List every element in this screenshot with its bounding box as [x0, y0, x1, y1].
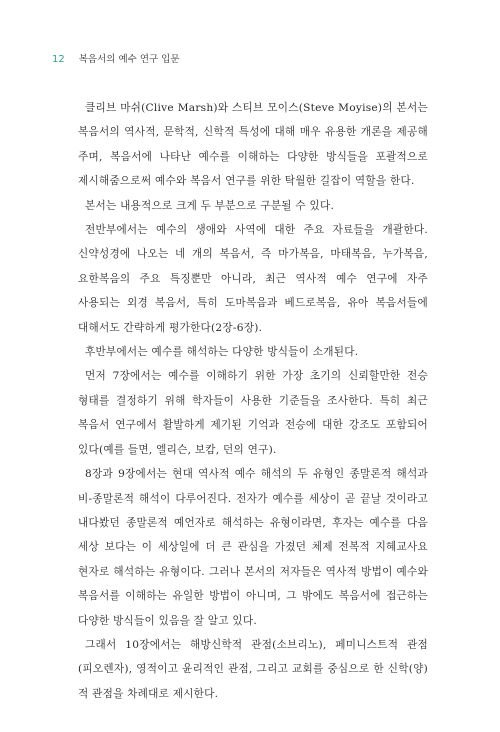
paragraph-intro: 클리브 마쉬(Clive Marsh)와 스티브 모이스(Steve Moyise)의 본서는 복음서의 역사적, 문학적, 신학적 특성에 대해 매우 유용한 개론을 제공해 주며, 복음서에 나타난 예수를 이해하는 다양한 방식들을 포괄적으로 제시해줌으로써 예수와 복음서 연구를 위한 탁월한 길잡이 역할을 한다. — [78, 102, 428, 188]
paragraph-structure: 본서는 내용적으로 크게 두 부분으로 구분될 수 있다. — [85, 199, 335, 212]
page-number: 12 — [52, 54, 65, 65]
body-text — [78, 96, 428, 706]
paragraph-second-half: 후반부에서는 예수를 해석하는 다양한 방식들이 소개된다. — [85, 346, 359, 359]
running-title: 복음서의 예수 연구 입문 — [78, 54, 180, 65]
paragraph-chapter-10: 그래서 10장에서는 해방신학적 관점(소브리노), 페미니스트적 관점(피오렌자), 영적이고 윤리적인 관점, 그리고 교회를 중심으로 한 신학(양)적 관점을 차례대로 제시한다. — [78, 638, 428, 700]
paragraph-chapters-8-9: 8장과 9장에서는 현대 역사적 예수 해석의 두 유형인 종말론적 해석과 비-종말론적 해석이 다루어진다. 전자가 예수를 세상이 곧 끝날 것이라고 내다봤던 종말론적 예언자로 해석하는 유형이라면, 후자는 예수를 다음 세상 보다는 이 세상일에 더 큰 관심을 가졌던 체제 전복적 지혜교사요 현자로 해석하는 유형이다. 그러나 본서의 저자들은 역사적 방법이 예수와 복음서를 이해하는 유일한 방법이 아니며, 그 밖에도 복음서에 접근하는 다양한 방식들이 있음을 잘 알고 있다. — [78, 468, 428, 627]
paragraph-first-half: 전반부에서는 예수의 생애와 사역에 대한 주요 자료들을 개괄한다. 신약성경에 나오는 네 개의 복음서, 즉 마가복음, 마태복음, 누가복음, 요한복음의 주요 특징뿐만 아니라, 최근 역사적 예수 연구에 자주 사용되는 외경 복음서, 특히 도마복음과 베드로복음, 유아 복음서들에 대해서도 간략하게 평가한다(2장-6장). — [78, 224, 428, 334]
paragraph-chapter-7: 먼저 7장에서는 예수를 이해하기 위한 가장 초기의 신뢰할만한 전승 형태를 결정하기 위해 학자들이 사용한 기준들을 조사한다. 특히 최근 복음서 연구에서 활발하게 제기된 기억과 전승에 대한 강조도 포함되어 있다(예를 들면, 엘리슨, 보캄, 던의 연구). — [78, 370, 428, 456]
running-header — [52, 51, 180, 65]
